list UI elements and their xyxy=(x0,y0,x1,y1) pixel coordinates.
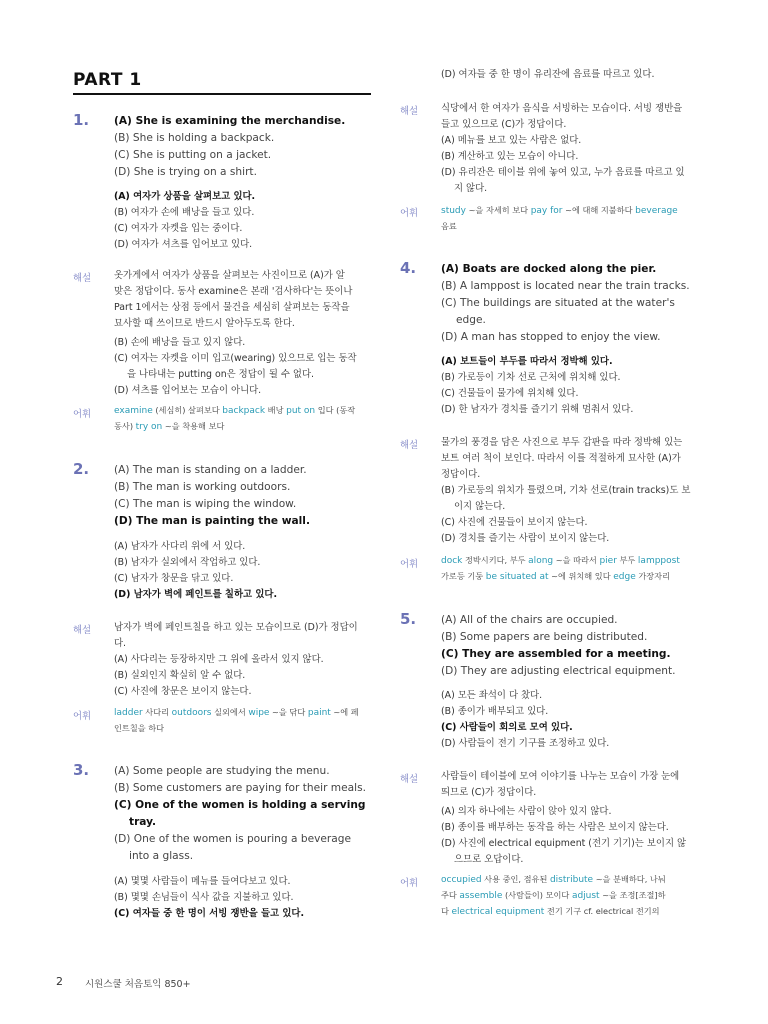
option-c: (C) They are assembled for a meeting. xyxy=(441,648,671,660)
explanation-line: 띄므로 (C)가 정답이다. xyxy=(441,787,537,798)
option-c: (C) She is putting on a jacket. xyxy=(114,149,272,161)
explanation-label: 해설 xyxy=(73,273,92,284)
question-options xyxy=(441,612,676,680)
vocab-definition: 동사) xyxy=(114,421,136,431)
vocab-term: electrical equipment xyxy=(451,907,545,917)
option-b: (B) A lamppost is located near the train tracks. xyxy=(441,280,690,292)
vocab-term: edge xyxy=(613,572,636,582)
vocab-definition: 입다 (동작 xyxy=(315,405,356,415)
page-number: 2 xyxy=(56,975,63,988)
vocab-definition: 전기 기구 cf. electrical 전기의 xyxy=(544,906,660,916)
ko-c: (C) 여자들 중 한 명이 서빙 쟁반을 들고 있다. xyxy=(114,908,305,919)
explanation-line: (C) 사진에 건물들이 보이지 않는다. xyxy=(441,517,588,528)
option-d: (D) The man is painting the wall. xyxy=(114,515,310,527)
explanation-line: (A) 메뉴를 보고 있는 사람은 없다. xyxy=(441,135,582,146)
explanation-5 xyxy=(441,769,686,868)
vocab-definition: ~을 따라서 xyxy=(553,555,600,565)
vocab-label: 어휘 xyxy=(400,208,419,219)
vocab-definition: 정박시키다, 부두 xyxy=(462,555,529,565)
question-number: 3. xyxy=(73,761,90,779)
ko-a: (A) 모든 좌석이 다 찼다. xyxy=(441,690,543,701)
option-b: (B) Some papers are being distributed. xyxy=(441,631,648,643)
page-title: PART 1 xyxy=(73,70,142,90)
explanation-label: 해설 xyxy=(73,625,92,636)
option-c: (C) The man is wiping the window. xyxy=(114,498,297,510)
explanation-line: 보트 여러 척이 보인다. 따라서 이를 적절하게 묘사한 (A)가 xyxy=(441,453,681,464)
vocab-line xyxy=(114,419,355,435)
vocab-definition: ~을 자세히 보다 xyxy=(465,205,531,215)
vocab-definition: 인트칠을 하다 xyxy=(114,723,165,733)
question-number: 4. xyxy=(400,259,417,277)
option-a: (A) She is examining the merchandise. xyxy=(114,115,346,127)
option-b: (B) She is holding a backpack. xyxy=(114,132,275,144)
korean-translation xyxy=(441,688,609,752)
vocab-line xyxy=(441,888,666,904)
explanation-line: 식당에서 한 여자가 음식을 서빙하는 모습이다. 서빙 쟁반을 xyxy=(441,103,683,114)
vocab-term: pier xyxy=(599,556,617,566)
vocab-term: wipe xyxy=(248,708,270,718)
vocab-definition: 주다 xyxy=(441,890,460,900)
vocab-line xyxy=(441,219,678,234)
ko-b: (B) 가로등이 기차 선로 근처에 위치해 있다. xyxy=(441,372,621,383)
ko-c: (C) 남자가 창문을 닦고 있다. xyxy=(114,573,234,584)
vocab-term: along xyxy=(528,556,554,566)
explanation-label: 해설 xyxy=(400,440,419,451)
vocab-definition: (사람들이) 모이다 xyxy=(502,890,572,900)
ko-a: (A) 보트들이 부두를 따라서 정박해 있다. xyxy=(441,356,613,367)
vocab-term: examine xyxy=(114,406,153,416)
explanation-line: (B) 종이를 배부하는 동작을 하는 사람은 보이지 않는다. xyxy=(441,822,669,833)
question-options xyxy=(114,462,310,530)
vocab-definition: 부두 xyxy=(616,555,638,565)
option-a: (A) The man is standing on a ladder. xyxy=(114,464,307,476)
explanation-line: 들고 있으므로 (C)가 정답이다. xyxy=(441,119,567,130)
vocab-line xyxy=(441,203,678,219)
ko-b: (B) 몇몇 손님들이 식사 값을 지불하고 있다. xyxy=(114,892,294,903)
question-number: 5. xyxy=(400,610,417,628)
explanation-line: (B) 실외인지 확실히 알 수 없다. xyxy=(114,670,246,681)
option-b: (B) The man is working outdoors. xyxy=(114,481,291,493)
option-b: (B) Some customers are paying for their meals. xyxy=(114,782,366,794)
book-title: 시원스쿨 처음토익 850+ xyxy=(85,979,191,990)
vocab-line xyxy=(114,705,359,721)
title-rule xyxy=(73,93,371,95)
vocab-line xyxy=(441,553,680,569)
explanation-line: (D) 셔츠를 입어보는 모습이 아니다. xyxy=(114,385,262,396)
vocab-definition: 가로등 기둥 xyxy=(441,571,486,581)
vocab-term: assemble xyxy=(459,891,503,901)
question-number: 1. xyxy=(73,111,90,129)
vocab-label: 어휘 xyxy=(73,711,92,722)
ko-a: (A) 남자가 사다리 위에 서 있다. xyxy=(114,541,246,552)
ko-b: (B) 종이가 배부되고 있다. xyxy=(441,706,549,717)
explanation-2 xyxy=(114,620,358,700)
vocab-definition: ~을 조정[조절]하 xyxy=(599,890,666,900)
vocab-term: distribute xyxy=(549,875,594,885)
vocab-1 xyxy=(114,403,355,435)
vocab-label: 어휘 xyxy=(400,559,419,570)
explanation-line: 이지 않는다. xyxy=(454,501,506,512)
vocab-term: occupied xyxy=(441,875,482,885)
vocab-definition: ~을 닦다 xyxy=(269,707,308,717)
korean-translation xyxy=(441,354,633,418)
vocab-label: 어휘 xyxy=(400,878,419,889)
vocab-term: outdoors xyxy=(171,708,212,718)
explanation-line: 묘사할 때 쓰이므로 반드시 알아두도록 한다. xyxy=(114,318,295,329)
option-c: (C) One of the women is holding a serving xyxy=(114,799,366,811)
explanation-label: 해설 xyxy=(400,106,419,117)
option-d: (D) A man has stopped to enjoy the view. xyxy=(441,331,661,343)
ko-c: (C) 여자가 자켓을 입는 중이다. xyxy=(114,223,243,234)
vocab-definition: ~에 대해 지불하다 xyxy=(562,205,636,215)
explanation-line: (D) 사진에 electrical equipment (전기 기기)는 보이지 않 xyxy=(441,838,687,849)
explanation-line: 정답이다. xyxy=(441,469,481,480)
korean-translation xyxy=(114,539,277,603)
vocab-term: lamppost xyxy=(637,556,680,566)
explanation-line: (A) 의자 하나에는 사람이 앉아 있지 않다. xyxy=(441,806,612,817)
vocab-term: backpack xyxy=(222,406,266,416)
explanation-line: 물가의 풍경을 담은 사진으로 부두 갑판을 따라 정박해 있는 xyxy=(441,437,683,448)
option-d: (D) One of the women is pouring a beverage xyxy=(114,833,351,845)
vocab-definition: ~에 페 xyxy=(330,707,359,717)
question-number: 2. xyxy=(73,460,90,478)
vocab-label: 어휘 xyxy=(73,409,92,420)
ko-d: (D) 남자가 벽에 페인트를 칠하고 있다. xyxy=(114,589,278,600)
question-options xyxy=(114,113,345,181)
vocab-definition: ~을 분배하다, 나눠 xyxy=(593,874,666,884)
ko-a: (A) 몇몇 사람들이 메뉴를 들여다보고 있다. xyxy=(114,876,291,887)
explanation-line: (D) 유리잔은 테이블 위에 놓여 있고, 누가 음료를 따르고 있 xyxy=(441,167,685,178)
vocab-definition: ~에 위치해 있다 xyxy=(548,571,614,581)
explanation-line: 남자가 벽에 페인트칠을 하고 있는 모습이므로 (D)가 정답이 xyxy=(114,622,358,633)
question-options xyxy=(441,261,690,346)
explanation-line: (B) 계산하고 있는 모습이 아니다. xyxy=(441,151,579,162)
explanation-line: (D) 경치를 즐기는 사람이 보이지 않는다. xyxy=(441,533,610,544)
explanation-1 xyxy=(114,268,357,399)
explanation-line: 을 나타내는 putting on은 정답이 될 수 없다. xyxy=(127,369,314,380)
vocab-definition: 음료 xyxy=(441,221,457,231)
option-a: (A) All of the chairs are occupied. xyxy=(441,614,618,626)
vocab-5 xyxy=(441,872,666,920)
vocab-term: dock xyxy=(441,556,463,566)
option-d-cont: into a glass. xyxy=(129,850,194,862)
explanation-line: (B) 가로등의 위치가 틀렸으며, 기차 선로(train tracks)도 보 xyxy=(441,485,691,496)
vocab-definition: 다 xyxy=(441,906,452,916)
vocab-definition: ~을 착용해 보다 xyxy=(162,421,225,431)
ko-d: (D) 한 남자가 경치를 즐기기 위해 멈춰서 있다. xyxy=(441,404,634,415)
ko-c: (C) 건물들이 물가에 위치해 있다. xyxy=(441,388,579,399)
explanation-line: 맞은 정답이다. 동사 examine은 본래 '검사하다'는 뜻이나 xyxy=(114,286,353,297)
explanation-line: 사람들이 테이블에 모여 이야기를 나누는 모습이 가장 눈에 xyxy=(441,771,680,782)
vocab-line xyxy=(114,721,359,736)
explanation-line: 지 않다. xyxy=(454,183,488,194)
vocab-4 xyxy=(441,553,680,585)
korean-translation xyxy=(114,874,304,922)
ko-b: (B) 여자가 손에 배낭을 들고 있다. xyxy=(114,207,255,218)
explanation-line: (A) 사다리는 등장하지만 그 위에 올라서 있지 않다. xyxy=(114,654,324,665)
vocab-term: study xyxy=(441,206,466,216)
vocab-term: adjust xyxy=(571,891,600,901)
vocab-definition: 사용 중인, 점유된 xyxy=(481,874,550,884)
option-a: (A) Boats are docked along the pier. xyxy=(441,263,657,275)
explanation-line: 으므로 오답이다. xyxy=(454,854,524,865)
explanation-label: 해설 xyxy=(400,774,419,785)
explanation-4 xyxy=(441,435,690,547)
explanation-3 xyxy=(441,101,685,197)
explanation-line: 옷가게에서 여자가 상품을 살펴보는 사진이므로 (A)가 알 xyxy=(114,270,345,281)
option-d: (D) She is trying on a shirt. xyxy=(114,166,257,178)
vocab-definition: 배낭 xyxy=(265,405,287,415)
vocab-term: try on xyxy=(135,422,163,432)
vocab-term: be situated at xyxy=(485,572,549,582)
vocab-term: beverage xyxy=(635,206,678,216)
explanation-line: (C) 사진에 창문은 보이지 않는다. xyxy=(114,686,252,697)
vocab-2 xyxy=(114,705,359,736)
vocab-definition: (세심히) 살펴보다 xyxy=(152,405,223,415)
ko-c: (C) 사람들이 회의로 모여 있다. xyxy=(441,722,573,733)
ko-d: (D) 여자들 중 한 명이 유리잔에 음료를 따르고 있다. xyxy=(441,69,655,80)
option-c-cont: tray. xyxy=(129,816,157,828)
question-options xyxy=(114,763,366,865)
vocab-definition: 사다리 xyxy=(142,707,172,717)
option-a: (A) Some people are studying the menu. xyxy=(114,765,330,777)
ko-a: (A) 여자가 상품을 살펴보고 있다. xyxy=(114,191,256,202)
explanation-line: (C) 여자는 자켓을 이미 입고(wearing) 있으므로 입는 동작 xyxy=(114,353,357,364)
vocab-line xyxy=(441,569,680,585)
vocab-definition: 실외에서 xyxy=(211,707,249,717)
korean-translation xyxy=(114,189,255,253)
explanation-line: Part 1에서는 상점 등에서 물건을 세심히 살펴보는 동작을 xyxy=(114,302,350,313)
vocab-line xyxy=(114,403,355,419)
ko-d: (D) 사람들이 전기 기구를 조정하고 있다. xyxy=(441,738,610,749)
vocab-term: ladder xyxy=(114,708,143,718)
ko-b: (B) 남자가 실외에서 작업하고 있다. xyxy=(114,557,261,568)
explanation-line: (B) 손에 배낭을 들고 있지 않다. xyxy=(114,337,246,348)
vocab-term: paint xyxy=(307,708,331,718)
vocab-term: pay for xyxy=(530,206,563,216)
ko-d: (D) 여자가 셔츠를 입어보고 있다. xyxy=(114,239,253,250)
option-d: (D) They are adjusting electrical equipment. xyxy=(441,665,676,677)
explanation-line: 다. xyxy=(114,638,127,649)
vocab-term: put on xyxy=(286,406,316,416)
vocab-3 xyxy=(441,203,678,234)
vocab-line xyxy=(441,904,666,920)
option-c-cont: edge. xyxy=(456,314,486,326)
vocab-line xyxy=(441,872,666,888)
vocab-definition: 가장자리 xyxy=(635,571,670,581)
option-c: (C) The buildings are situated at the water's xyxy=(441,297,675,309)
